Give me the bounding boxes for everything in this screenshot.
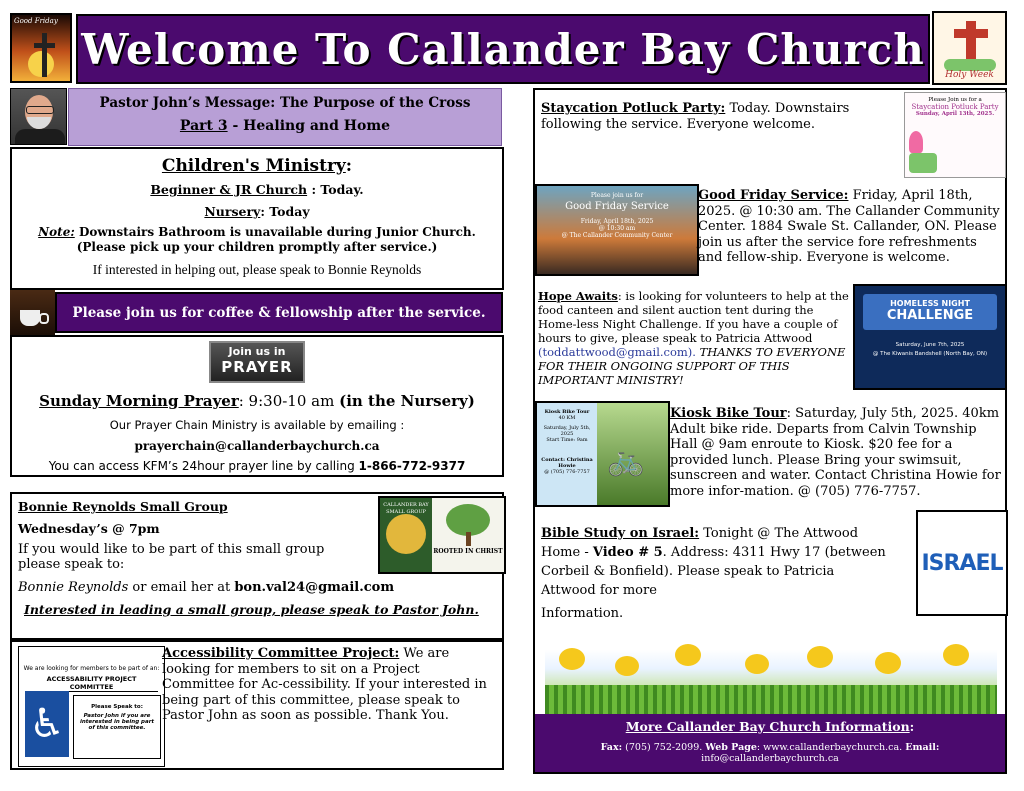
hope-email[interactable]: (toddattwood@gmail.com).	[538, 345, 696, 359]
tulip-icon	[909, 131, 923, 153]
homeless-challenge-image: HOMELESS NIGHT CHALLENGE Saturday, June 7th, 2025 @ The Kiwanis Bandshell (North Bay, ON)	[853, 284, 1007, 390]
footer-banner	[535, 714, 1005, 772]
small-group-lead: Interested in leading a small group, please speak to Pastor John.	[24, 602, 479, 617]
pastor-message-banner	[68, 88, 502, 146]
coffee-cup-icon	[20, 310, 40, 326]
header-banner	[76, 14, 930, 84]
sun-icon	[28, 51, 54, 77]
note-line: Note: Downstairs Bathroom is unavailable during Junior Church.	[38, 225, 476, 239]
kiosk-bike-image: Kiosk Bike Tour 40 KM Saturday, July 5th, 2025 Start Time: 9am Contact: Christina Howie @ (705) 776-7757 🚲	[535, 401, 670, 507]
page-title: Welcome To Callander Bay Church	[81, 24, 925, 74]
holy-week-image	[932, 11, 1007, 85]
small-group-text: If you would like to be part of this small group please speak to:	[18, 542, 325, 572]
good-friday-image	[10, 13, 72, 83]
footer-contacts: Fax: (705) 752-2099. Web Page: www.callanderbaychurch.ca. Email: info@callanderbaychurch.ca	[600, 742, 940, 764]
hope-awaits-text: Hope Awaits: is looking for volunteers to help at the food canteen and silent auction tent during the Home-less Night Challenge. If you have a couple of hours to give, please speak to Patricia Attwood (toddattwood@gmail.com). THANKS TO EVERYONE FOR THEIR ONGOING SUPPORT OF THIS IMPORTANT MINISTRY!	[538, 289, 849, 387]
coffee-text: Please join us for coffee & fellowship after the service.	[72, 304, 486, 321]
right-column	[533, 88, 1007, 774]
bicycle-icon: 🚲	[607, 443, 645, 478]
childrens-ministry-title: Children's Ministry:	[161, 156, 353, 176]
prayer-chain-email[interactable]: prayerchain@callanderbaychurch.ca	[134, 439, 380, 453]
part-label: Part 3	[179, 118, 228, 134]
accessibility-text: Accessibility Committee Project: We are looking for members to sit on a Project Committee for Ac-cessibility. If your interested in being part of this committee, please speak to Pastor John as soon as possible. Thank You.	[162, 646, 487, 723]
kiosk-text: Kiosk Bike Tour: Saturday, July 5th, 2025. 40km Adult bike ride. Departs from Calvin Township Hall @ 9am enroute to Kiosk. $20 fee for a provided lunch. Please Bring your swimsuit, sunscreen and water. Contact Christina Howie for more infor-mation. @ (705) 776-7757.	[670, 406, 1001, 499]
nursery-line: Nursery: Today	[204, 204, 310, 219]
prayer-chain-line: Our Prayer Chain Ministry is available by emailing :	[109, 418, 405, 432]
good-friday-caption: Good Friday	[14, 17, 58, 25]
good-friday-flyer: Please join us for Good Friday Service Friday, April 18th, 2025 @ 10:30 am @ The Callander Community Center	[535, 184, 699, 276]
good-friday-text: Good Friday Service: Friday, April 18th, 2025. @ 10:30 am. The Callander Community Center. 1884 Swale St. Callander, ON. Please join us after the service fore refreshments and fellow-ship. Everyone is welcome.	[698, 188, 1000, 265]
small-group-title: Bonnie Reynolds Small Group	[18, 499, 228, 514]
beginner-line: Beginner & JR Church : Today.	[150, 182, 364, 197]
daffodils-image	[545, 638, 997, 715]
childrens-ministry-section	[10, 147, 504, 290]
coffee-banner	[55, 292, 503, 333]
pastor-photo	[10, 88, 67, 145]
holy-week-caption: Holy Week	[945, 70, 994, 80]
kfm-line: You can access KFM’s 24hour prayer line by calling 1-866-772-9377	[48, 459, 466, 473]
accessibility-image: We are looking for members to be part of an: ACCESSABILITY PROJECT COMMITTEE ♿ Please Speak to: Pastor John if you are interested in being part of this committee.	[18, 646, 165, 767]
part-title: - Healing and Home	[227, 118, 391, 134]
staycation-text: Staycation Potluck Party: Today. Downstairs following the service. Everyone welcome.	[541, 101, 850, 132]
small-group-image: CALLANDER BAY SMALL GROUP ROOTED IN CHRIST	[378, 496, 506, 574]
daffodil-icon	[559, 648, 585, 670]
sunday-prayer-line: Sunday Morning Prayer: 9:30-10 am (in the Nursery)	[39, 392, 475, 410]
note-line-2: (Please pick up your children promptly after service.)	[76, 240, 438, 254]
prayer-section	[10, 335, 504, 477]
footer-title: More Callander Bay Church Information:	[625, 719, 915, 734]
israel-image: ISRAEL	[916, 510, 1008, 616]
helping-line: If interested in helping out, please speak to Bonnie Reynolds	[92, 262, 422, 277]
small-group-when: Wednesday’s @ 7pm	[18, 521, 160, 536]
cross-icon	[42, 33, 47, 77]
staycation-image: Please Join us for a Staycation Potluck Party Sunday, April 13th, 2025.	[904, 92, 1006, 178]
prayer-badge: Join us in PRAYER	[209, 341, 305, 383]
small-group-contact: Bonnie Reynolds or email her at bon.val24@gmail.com	[18, 580, 395, 595]
coffee-image	[10, 290, 55, 335]
cross-icon	[966, 21, 976, 63]
pastor-message-title: Pastor John’s Message: The Purpose of the Cross	[99, 95, 471, 111]
accessibility-section	[10, 640, 504, 770]
wheelchair-icon: ♿	[25, 691, 69, 757]
bible-study-text: Bible Study on Israel: Tonight @ The Attwood Home - Video # 5. Address: 4311 Hwy 17 (between Corbeil & Bonfield). Please speak to Patricia Attwood for more Information.	[541, 526, 886, 621]
small-group-section	[10, 492, 504, 640]
pastor-message-part	[69, 118, 501, 134]
small-group-badge	[386, 514, 426, 554]
